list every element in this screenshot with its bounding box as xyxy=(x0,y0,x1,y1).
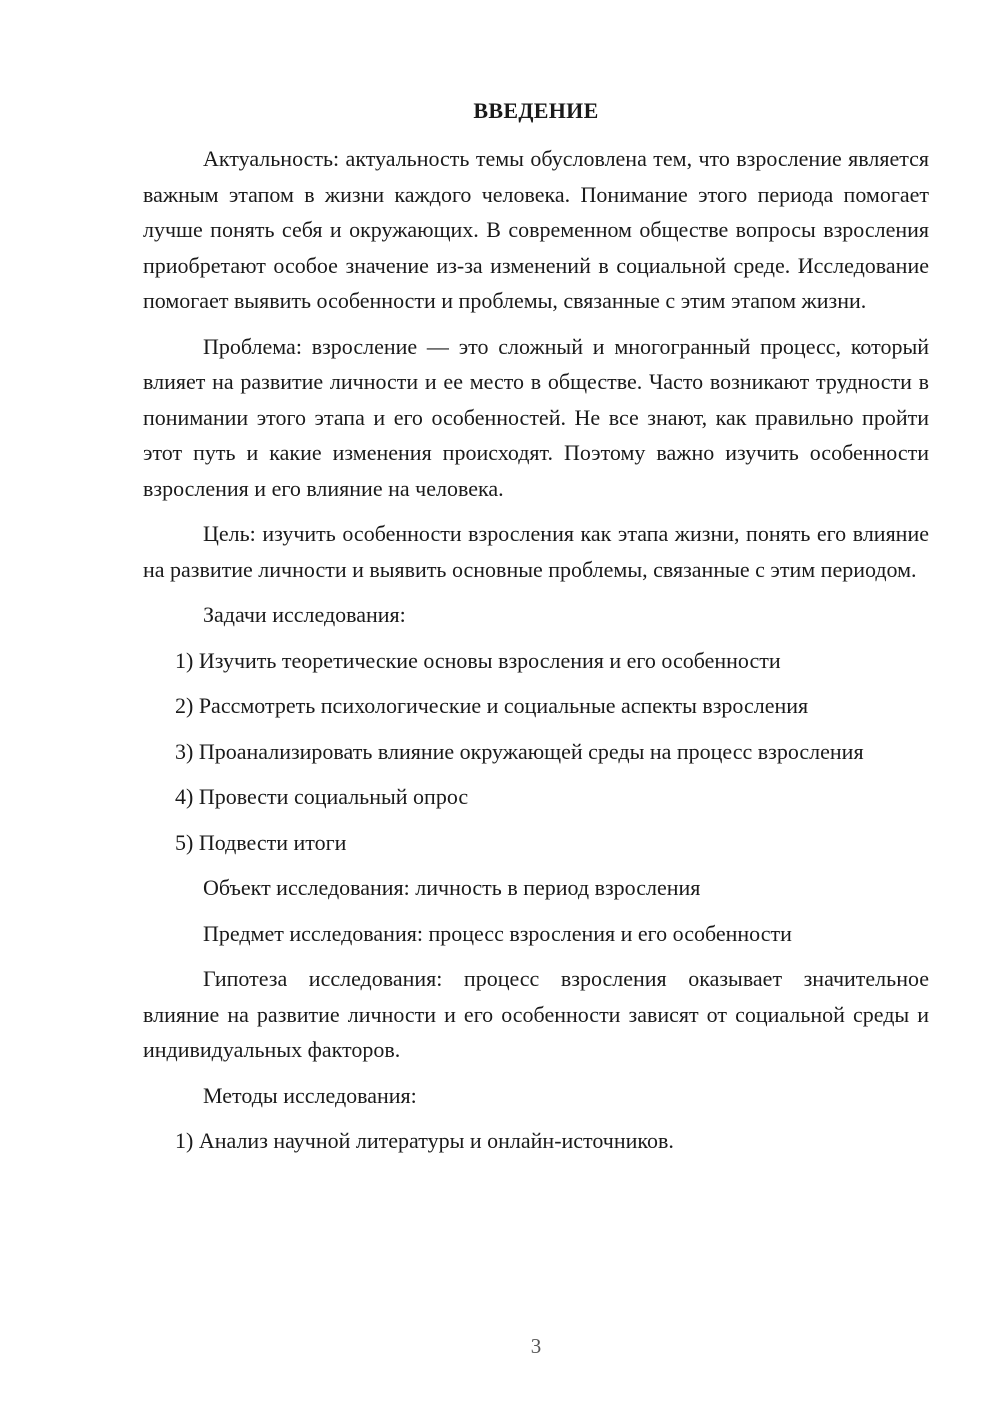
methods-heading: Методы исследования: xyxy=(203,1082,417,1108)
page-content xyxy=(143,141,929,1159)
problem-paragraph: Проблема: взросление — это сложный и многогранный процесс, который влияет на развитие личности и ее место в обществе. Часто возникают трудности в понимании этого этапа и его особенностей. Не все знают, как правильно пройти этот путь и какие изменения происходят. Поэтому важно изучить особенности взросления и его влияние на человека. xyxy=(143,333,929,501)
task-item-5: 5) Подвести итоги xyxy=(175,829,347,855)
actuality-paragraph: Актуальность: актуальность темы обусловлена тем, что взросление является важным этапом в жизни каждого человека. Понимание этого периода помогает лучше понять себя и окружающих. В современном обществе вопросы взросления приобретают особое значение из-за изменений в социальной среде. Исследование помогает выявить особенности и проблемы, связанные с этим этапом жизни. xyxy=(143,146,929,313)
task-item-1: 1) Изучить теоретические основы взросления и его особенности xyxy=(175,647,781,673)
task-item-4: 4) Провести социальный опрос xyxy=(175,784,469,809)
goal-paragraph: Цель: изучить особенности взросления как этапа жизни, понять его влияние на развитие личности и выявить основные проблемы, связанные с этим периодом. xyxy=(143,521,929,582)
tasks-heading: Задачи исследования: xyxy=(203,602,406,627)
page-number: 3 xyxy=(530,1334,542,1358)
task-item-2: 2) Рассмотреть психологические и социальные аспекты взросления xyxy=(175,693,809,718)
task-item-3: 3) Проанализировать влияние окружающей среды на процесс взросления xyxy=(175,738,864,764)
hypothesis-paragraph: Гипотеза исследования: процесс взросления оказывает значительное влияние на развитие личности и его особенности зависят от социальной среды и индивидуальных факторов. xyxy=(143,966,929,1062)
object-paragraph: Объект исследования: личность в период взросления xyxy=(203,875,701,900)
method-item-1: 1) Анализ научной литературы и онлайн-источников. xyxy=(175,1128,674,1153)
subject-paragraph: Предмет исследования: процесс взросления и его особенности xyxy=(203,920,792,946)
page-title: ВВЕДЕНИЕ xyxy=(473,98,599,123)
